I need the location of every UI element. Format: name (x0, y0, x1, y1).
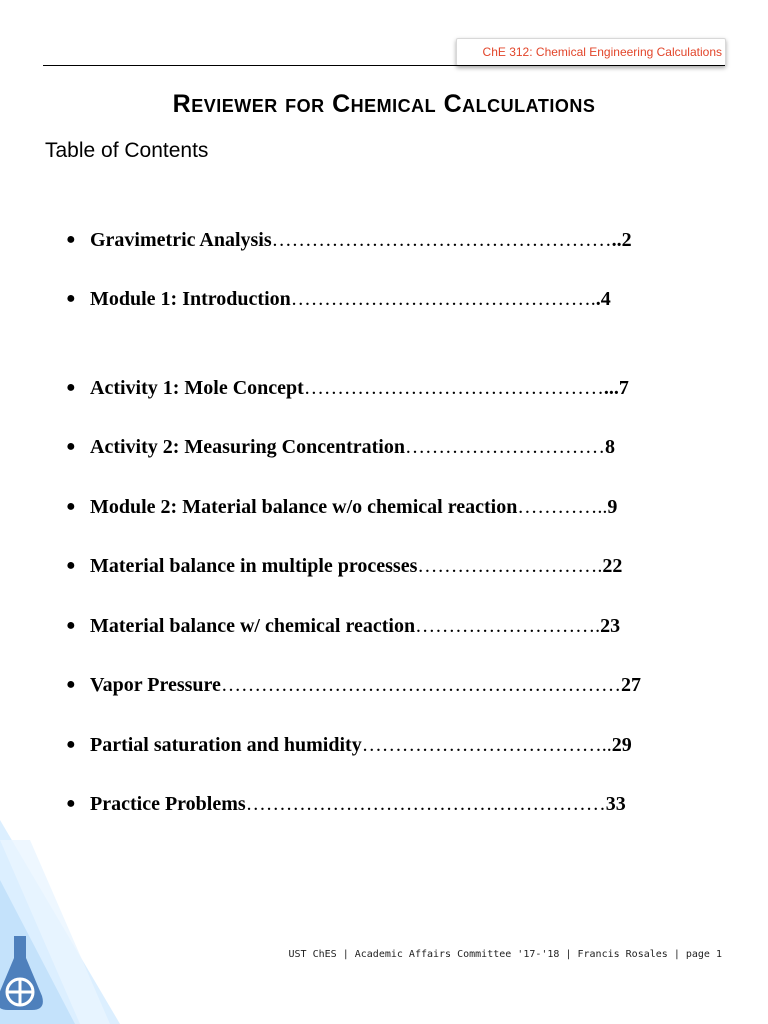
bullet-icon: ● (66, 438, 76, 455)
toc-entry-page: 27 (620, 674, 641, 696)
toc-entry-label: Module 2: Material balance w/o chemical reaction (90, 496, 518, 518)
bullet-icon: ● (66, 379, 76, 396)
toc-entry[interactable] (66, 792, 626, 816)
toc-leader-dots: ………………………. (415, 615, 601, 637)
toc-leader-dots: …………………………………………… (271, 229, 612, 251)
toc-entry-label: Activity 2: Measuring Concentration (90, 436, 405, 458)
toc-entry-page: ..2 (611, 229, 632, 251)
toc-entry[interactable] (66, 228, 632, 252)
toc-entry[interactable] (66, 673, 641, 697)
course-header: ChE 312: Chemical Engineering Calculations (482, 45, 722, 59)
bullet-icon: ● (66, 557, 76, 574)
toc-entry-page: 22 (602, 555, 623, 577)
toc-leader-dots: …………………………………………………… (220, 674, 621, 696)
toc-entry[interactable] (66, 435, 615, 459)
corner-decoration (0, 820, 130, 1024)
toc-entry[interactable] (66, 287, 611, 311)
toc-entry-page: ...7 (603, 377, 629, 399)
toc-leader-dots: ………………………………………. (290, 288, 596, 310)
toc-leader-dots: ……………………………………… (303, 377, 604, 399)
bullet-icon: ● (66, 795, 76, 812)
toc-entry[interactable] (66, 733, 632, 757)
toc-entry-label: Practice Problems (90, 793, 246, 815)
toc-entry-label: Vapor Pressure (90, 674, 221, 696)
toc-entry-label: Material balance in multiple processes (90, 555, 418, 577)
toc-entry-label: Material balance w/ chemical reaction (90, 615, 416, 637)
toc-entry[interactable] (66, 376, 629, 400)
bullet-icon: ● (66, 676, 76, 693)
toc-entry-label: Partial saturation and humidity (90, 734, 362, 756)
page-footer: UST ChES | Academic Affairs Committee '17-'18 | Francis Rosales | page 1 (288, 949, 722, 960)
toc-entry-page: .4 (595, 288, 611, 310)
toc-entry[interactable] (66, 554, 622, 578)
bullet-icon: ● (66, 736, 76, 753)
bullet-icon: ● (66, 290, 76, 307)
toc-entry[interactable] (66, 495, 617, 519)
toc-entry-label: Gravimetric Analysis (90, 229, 272, 251)
document-title: Reviewer for Chemical Calculations (172, 90, 596, 118)
toc-entry-page: 8 (604, 436, 615, 458)
bullet-icon: ● (66, 498, 76, 515)
toc-leader-dots: ………………………. (417, 555, 603, 577)
toc-leader-dots: ……………………………….. (361, 734, 612, 756)
toc-entry-page: 9 (607, 496, 618, 518)
toc-heading: Table of Contents (45, 139, 209, 162)
toc-leader-dots: ………….. (517, 496, 608, 518)
toc-entry[interactable] (66, 614, 620, 638)
toc-entry-label: Module 1: Introduction (90, 288, 291, 310)
toc-entry-page: 29 (611, 734, 632, 756)
toc-entry-page: 23 (600, 615, 621, 637)
toc-entry-label: Activity 1: Mole Concept (90, 377, 304, 399)
bullet-icon: ● (66, 231, 76, 248)
toc-entry-page: 33 (605, 793, 626, 815)
toc-leader-dots: ……………………………………………… (245, 793, 606, 815)
bullet-icon: ● (66, 617, 76, 634)
toc-leader-dots: ………………………… (404, 436, 605, 458)
